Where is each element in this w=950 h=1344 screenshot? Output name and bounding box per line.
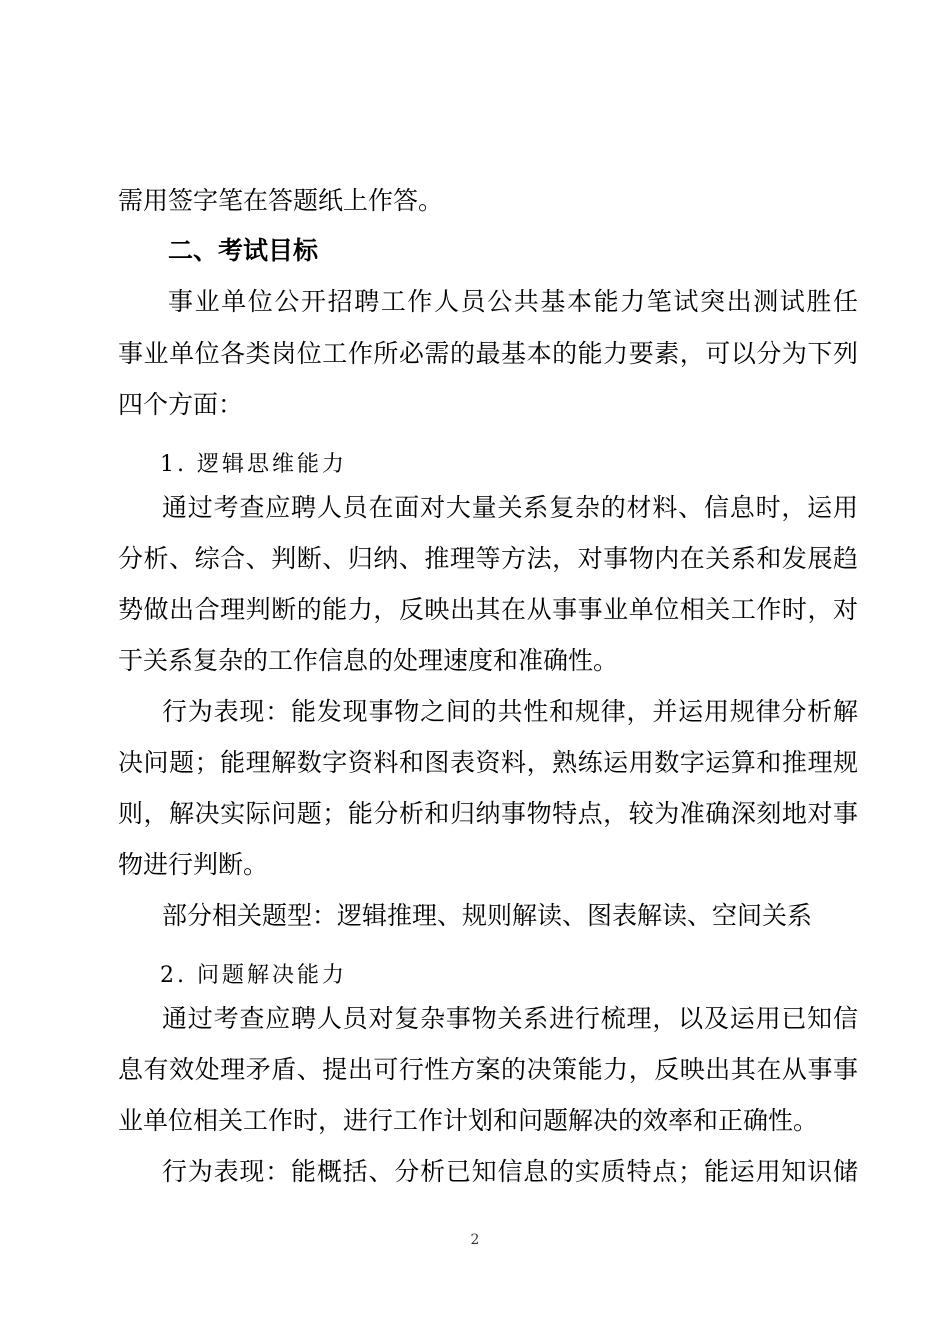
subheading-problem-solving: 2. 问题解决能力: [160, 963, 347, 988]
text-line-13: 则，解决实际问题；能分析和归纳事物特点，较为准确深刻地对事: [118, 799, 858, 828]
text-line-18: 息有效处理矛盾、提出可行性方案的决策能力，反映出其在从事事: [118, 1055, 858, 1084]
text-line-7: 通过考查应聘人员在面对大量关系复杂的材料、信息时，运用: [162, 493, 858, 522]
text-line-8: 分析、综合、判断、归纳、推理等方法，对事物内在关系和发展趋: [118, 544, 858, 573]
text-line-20: 行为表现：能概括、分析已知信息的实质特点；能运用知识储: [162, 1157, 858, 1186]
section-heading-exam-goals: 二、考试目标: [168, 236, 319, 265]
text-line-3: 事业单位公开招聘工作人员公共基本能力笔试突出测试胜任: [168, 287, 858, 316]
text-line-11: 行为表现：能发现事物之间的共性和规律，并运用规律分析解: [162, 697, 858, 726]
text-line-19: 业单位相关工作时，进行工作计划和问题解决的效率和正确性。: [118, 1106, 819, 1135]
text-line-10: 于关系复杂的工作信息的处理速度和准确性。: [118, 646, 619, 675]
text-line-14: 物进行判断。: [118, 850, 269, 879]
text-line-12: 决问题；能理解数字资料和图表资料，熟练运用数字运算和推理规: [118, 748, 858, 777]
text-line-9: 势做出合理判断的能力，反映出其在从事事业单位相关工作时，对: [118, 595, 858, 624]
page-number: 2: [470, 1232, 480, 1248]
text-line-5: 四个方面：: [118, 390, 244, 419]
text-line-17: 通过考查应聘人员对复杂事物关系进行梳理，以及运用已知信: [162, 1004, 858, 1033]
text-line-1: 需用签字笔在答题纸上作答。: [118, 186, 444, 215]
text-line-4: 事业单位各类岗位工作所必需的最基本的能力要素，可以分为下列: [118, 339, 858, 368]
subheading-logical-thinking: 1. 逻辑思维能力: [160, 452, 347, 477]
text-line-15: 部分相关题型：逻辑推理、规则解读、图表解读、空间关系: [162, 901, 813, 930]
